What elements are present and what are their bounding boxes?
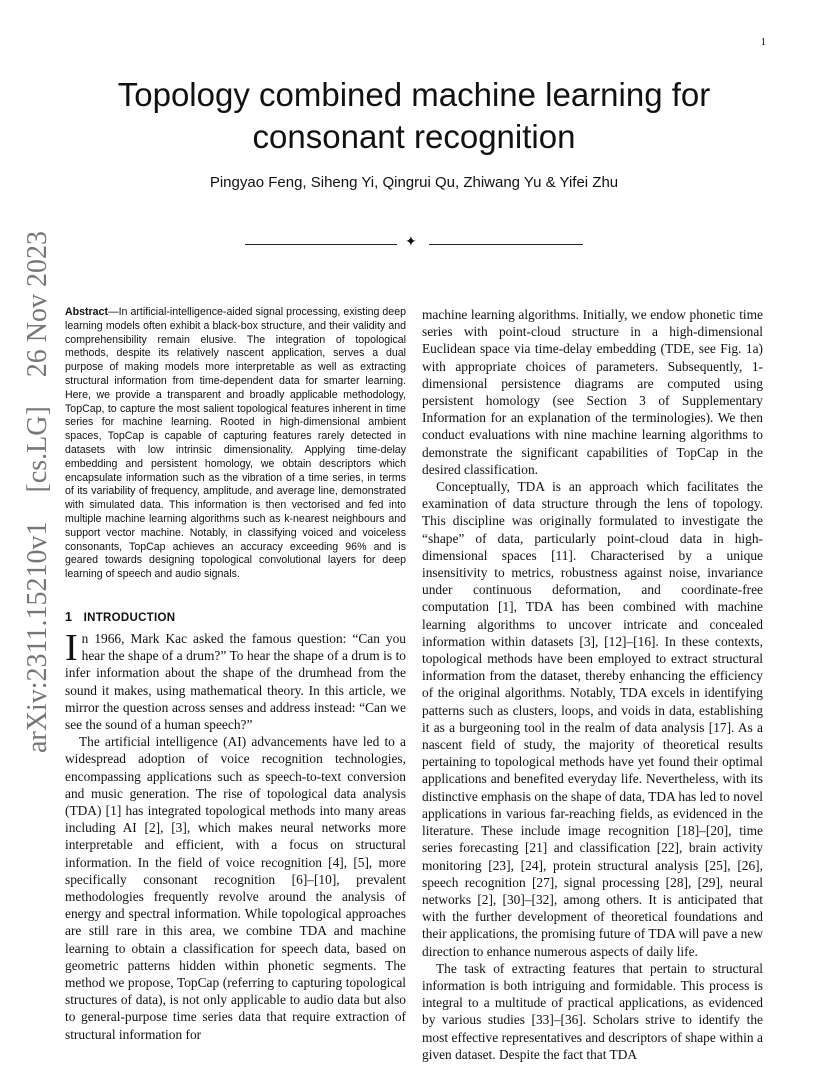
right-paragraph-1: machine learning algorithms. Initially, we endow phonetic time series with point-cloud structure in a high-dimensional Euclidean space via time-delay embedding (TDE, see Fig. 1a) with appropriate choices of parameters. Subsequently, 1-dimensional persistence diagrams are computed using persistent homology (see Section 3 of Supplementary Information for an explanation of the terminologies). We then conduct evaluations with nine machine learning algorithms to demonstrate the significant capabilities of TopCap in the desired classification. xyxy=(422,307,763,477)
section-title: INTRODUCTION xyxy=(83,611,176,624)
abstract-text: —In artificial-intelligence-aided signal processing, existing deep learning models often exhibit a black-box structure, and their validity and comprehensibility remain elusive. The integration of topological methods, despite its relatively nascent application, serves a dual purpose of making models more interpretable as well as extracting structural information from time-dependent data for smarter learning. Here, we provide a transparent and broadly applicable methodology, TopCap, to capture the most salient topological features inherent in time series for machine learning. Rooted in high-dimensional ambient spaces, TopCap is capable of capturing features rarely detected in datasets with low intrinsic dimensionality. Applying time-delay embedding and persistent homology, we obtain descriptors which encapsulate information such as the vibration of a time series, in terms of its variability of frequency, amplitude, and average line, demonstrated with simulated data. This information is then vectorised and fed into multiple machine learning algorithms such as k-nearest neighbours and support vector machine. Notably, in classifying voiced and voiceless consonants, TopCap achieves an accuracy exceeding 96% and is geared towards designing topological convolutional layers for deep learning of speech and audio signals. xyxy=(65,306,406,581)
abstract xyxy=(65,306,406,582)
section-heading xyxy=(65,610,406,624)
arxiv-date: 26 Nov 2023 xyxy=(22,230,53,378)
drop-cap: I xyxy=(65,626,78,669)
intro-paragraph-1 xyxy=(65,626,406,733)
author-names: Pingyao Feng, Siheng Yi, Qingrui Qu, Zhiwang Yu & Yifei Zhu xyxy=(209,174,619,191)
paper-title: Topology combined machine learning for consonant recognition xyxy=(117,76,711,155)
title-divider xyxy=(245,234,583,251)
intro-paragraph-1-text: n 1966, Mark Kac asked the famous question: “Can you hear the shape of a drum?” To hear the shape of a drum is to infer information about the shape of the drumhead from the sound it makes, using mathematical theory. In this article, we mirror the question across senses and address instead: “Can we see the sound of a human speech?” xyxy=(65,630,406,732)
abstract-label: Abstract xyxy=(65,306,108,318)
diamond-star-icon: ✦ xyxy=(405,234,417,250)
right-paragraph-2: Conceptually, TDA is an approach which facilitates the examination of data structure through the lens of topology. This discipline was originally formulated to investigate the “shape” of data, particularly point-cloud data in high-dimensional spaces [11]. Characterised by a unique insensitivity to metrics, robustness against noise, invariance under continuous deformation, and coordinate-free computation [1], TDA has been combined with machine learning algorithms to uncover intricate and concealed information within datasets [3], [12]–[16]. In these contexts, topological methods have been employed to extract structural information from the dataset, thereby enhancing the efficiency of the original algorithms. Notably, TDA excels in identifying patterns such as clusters, loops, and voids in data, establishing it as a burgeoning tool in the realm of data analysis [17]. As a nascent field of study, the majority of theoretical results pertaining to topological methods have yet found their optimal applications and benefited everyday life. Nevertheless, with its distinctive emphasis on the shape of data, TDA has led to novel applications in various far-reaching fields, as evidenced in the literature. These include image recognition [18]–[20], time series forecasting [21] and classification [22], brain activity monitoring [23], [24], protein structural analysis [25], [26], speech recognition [27], signal processing [28], [29], neural networks [2], [30]–[32], among others. It is anticipated that with the further development of theoretical foundations and their applications, the promising future of TDA will pave a new direction to enhance numerous aspects of daily life. xyxy=(422,479,763,959)
author-list xyxy=(60,174,768,191)
arxiv-category: [cs.LG] xyxy=(22,406,53,493)
page-number: 1 xyxy=(760,36,766,48)
section-number: 1 xyxy=(65,609,73,624)
right-column xyxy=(422,306,763,1063)
arxiv-sidebar-stamp xyxy=(18,230,58,753)
arxiv-id: arXiv:2311.15210v1 xyxy=(22,521,53,753)
right-paragraph-3: The task of extracting features that pertain to structural information is both intriguing and formidable. This process is integral to a multitude of practical applications, as evidenced by various studies [33]–[36]. Scholars strive to identify the most effective representatives and descriptors of shape within a given dataset. Despite the fact that TDA xyxy=(422,960,763,1062)
intro-paragraph-2: The artificial intelligence (AI) advancements have led to a widespread adoption of voice recognition technologies, encompassing applications such as speech-to-text conversion and music generation. The rise of topological data analysis (TDA) [1] has integrated topological methods into many areas including AI [2], [3], which makes neural networks more interpretable and efficient, with a focus on structural information. In the field of voice recognition [4], [5], more specifically consonant recognition [6]–[10], prevalent methodologies frequently revolve around the analysis of energy and spectral information. While topological approaches are still rare in this area, we combine TDA and machine learning to obtain a classification for speech data, based on geometric patterns hidden within phonetic segments. The method we propose, TopCap (referring to capturing topological structures of data), is not only applicable to audio data but also to general-purpose time series data that require extraction of structural information for xyxy=(65,734,406,1042)
left-column xyxy=(65,306,406,1043)
